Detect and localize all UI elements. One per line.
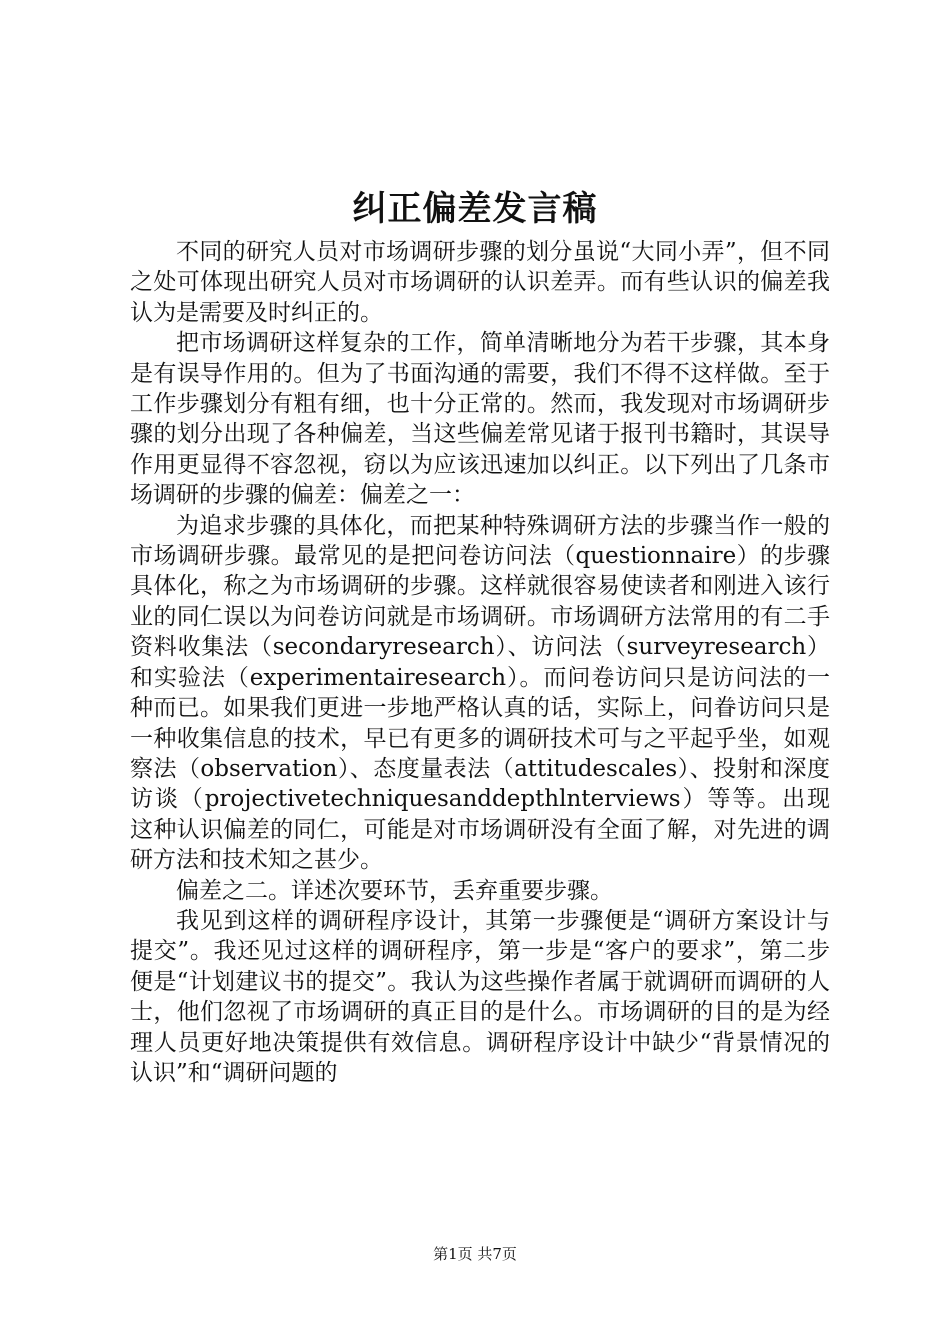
page-number-footer: 第1页 共7页	[433, 1245, 517, 1263]
paragraph-5: 我见到这样的调研程序设计，其第一步骤便是“调研方案设计与提交”。我还见过这样的调研程序，第一步是“客户的要求”，第二步便是“计划建议书的提交”。我认为这些操作者属于就调研而调研的人士，他们忽视了市场调研的真正目的是什么。市场调研的目的是为经理人员更好地决策提供有效信息。调研程序设计中缺少“背景情况的认识”和“调研问题的	[130, 907, 830, 1086]
paragraph-1: 不同的研究人员对市场调研步骤的划分虽说“大同小弄”，但不同之处可体现出研究人员对市场调研的认识差弄。而有些认识的偏差我认为是需要及时纠正的。	[130, 239, 830, 326]
paragraph-4: 偏差之二。详述次要环节，丢弃重要步骤。	[176, 877, 613, 904]
paragraph-3: 为追求步骤的具体化，而把某种特殊调研方法的步骤当作一般的市场调研步骤。最常见的是把问卷访问法（questionnaire）的步骤具体化，称之为市场调研的步骤。这样就很容易使读者和刚进入该行业的同仁误以为问卷访问就是市场调研。市场调研方法常用的有二手资料收集法（secondaryresearch）、访问法（surveyresearch）和实验法（experimentairesearch）。而问卷访问只是访问法的一种而已。如果我们更进一步地严格认真的话，实际上，问眷访问只是一种收集信息的技术，早已有更多的调研技术可与之平起乎坐，如观察法（observation）、态度量表法（attitudescales）、投射和深度访谈（projectivetechniquesanddepthlnterviews）等等。出现这种认识偏差的同仁，可能是对市场调研没有全面了解，对先进的调研方法和技术知之甚少。	[130, 512, 830, 874]
document-title: 纠正偏差发言稿	[352, 189, 598, 229]
paragraph-2: 把市场调研这样复杂的工作，简单清晰地分为若干步骤，其本身是有误导作用的。但为了书面沟通的需要，我们不得不这样做。至于工作步骤划分有粗有细，也十分正常的。然而，我发现对市场调研步骤的划分出现了各种偏差，当这些偏差常见诸于报刊书籍时，其误导作用更显得不容忽视，窃以为应该迅速加以纠正。以下列出了几条市场调研的步骤的偏差：偏差之一：	[130, 330, 830, 509]
document-body	[130, 237, 830, 1088]
